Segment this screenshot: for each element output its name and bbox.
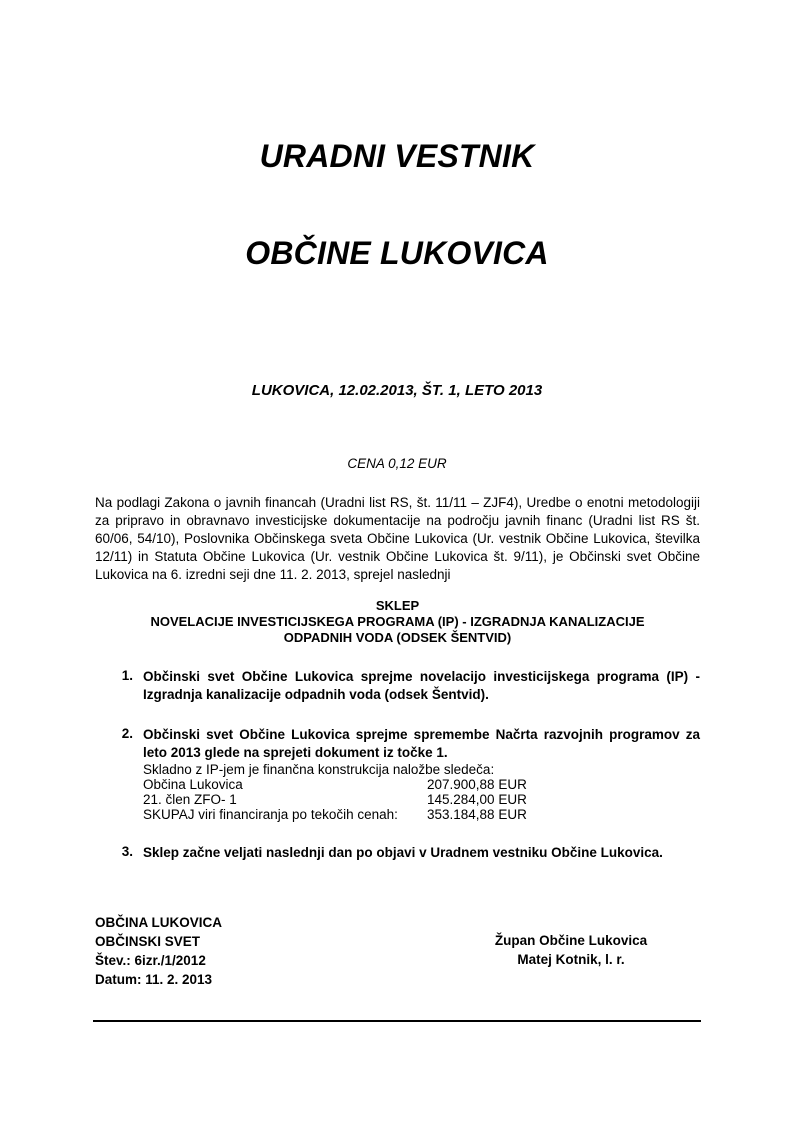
finance-label: 21. člen ZFO- 1: [143, 792, 237, 807]
finance-note: Skladno z IP-jem je finančna konstrukcija naložbe sledeča:: [143, 762, 495, 777]
list-item: [95, 844, 700, 862]
price-line: CENA 0,12 EUR: [347, 456, 447, 471]
signature-block-left: [95, 913, 222, 989]
resolution-heading: [95, 598, 700, 646]
reference-number: Štev.: 6izr./1/2012: [95, 953, 206, 968]
list-item: [95, 668, 700, 704]
resolution-subtitle-line1: NOVELACIJE INVESTICIJSKEGA PROGRAMA (IP) - IZGRADNJA KANALIZACIJE: [150, 614, 645, 629]
document-date: Datum: 11. 2. 2013: [95, 972, 213, 987]
item-text: Sklep začne veljati naslednji dan po objavi v Uradnem vestniku Občine Lukovica.: [143, 845, 663, 860]
mayor-name: Matej Kotnik, l. r.: [517, 952, 625, 967]
item-number: 2.: [121, 726, 133, 741]
finance-label: SKUPAJ viri financiranja po tekočih cenah:: [143, 807, 398, 822]
resolution-subtitle-line2: ODPADNIH VODA (ODSEK ŠENTVID): [283, 630, 512, 645]
org-name: OBČINA LUKOVICA: [95, 915, 222, 930]
list-item: [95, 726, 700, 822]
intro-paragraph: Na podlagi Zakona o javnih financah (Uradni list RS, št. 11/11 – ZJF4), Uredbe o enotni metodologiji za pripravo in obravnavo investicijske dokumentacije na področju javnih financ (Uradni list RS št. 60/06, 54/10), Poslovnika Občinskega sveta Občine Lukovica (Ur. vestnik Občine Lukovica, številka 12/11) in Statuta Občine Lukovica (Ur. vestnik Občine Lukovica št. 9/11), je Občinski svet Občine Lukovica na 6. izredni seji dne 11. 2. 2013, sprejel naslednji: [95, 495, 700, 582]
gazette-title: URADNI VESTNIK: [259, 138, 535, 174]
finance-row: [143, 792, 700, 807]
bottom-divider: [93, 1020, 701, 1022]
org-body: OBČINSKI SVET: [95, 934, 201, 949]
resolution-items: [95, 668, 700, 884]
finance-label: Občina Lukovica: [143, 777, 243, 792]
signature-block-right: [486, 931, 656, 969]
issue-line: LUKOVICA, 12.02.2013, ŠT. 1, LETO 2013: [251, 382, 543, 399]
item-number: 3.: [121, 844, 133, 859]
item-text: Občinski svet Občine Lukovica sprejme novelacijo investicijskega programa (IP) - Izgradnja kanalizacije odpadnih voda (odsek Šentvid).: [143, 669, 700, 702]
municipality-title: OBČINE LUKOVICA: [245, 235, 549, 271]
item-number: 1.: [121, 668, 133, 683]
mayor-title: Župan Občine Lukovica: [494, 933, 648, 948]
finance-value: 145.284,00 EUR: [427, 792, 527, 807]
item-text: Občinski svet Občine Lukovica sprejme spremembe Načrta razvojnih programov za leto 2013 glede na sprejeti dokument iz točke 1.: [143, 727, 700, 760]
finance-row: [143, 807, 700, 822]
finance-value: 353.184,88 EUR: [427, 807, 527, 822]
finance-row: [143, 777, 700, 792]
finance-value: 207.900,88 EUR: [427, 777, 527, 792]
resolution-title: SKLEP: [375, 598, 420, 613]
